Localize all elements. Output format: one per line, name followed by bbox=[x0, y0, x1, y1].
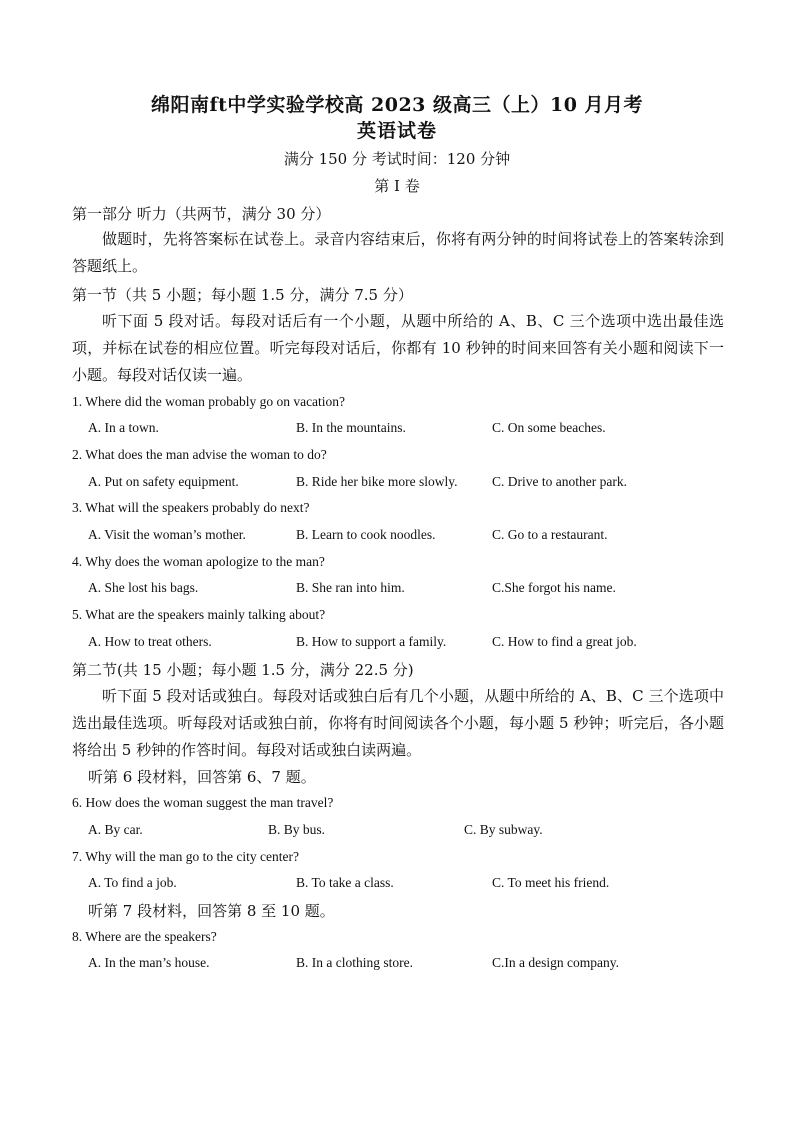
option-1a: A. In a town. bbox=[88, 420, 159, 435]
option-7b: B. To take a class. bbox=[296, 875, 394, 890]
question-4: 4. Why does the woman apologize to the man? bbox=[72, 554, 325, 569]
part1-instructions: 做题时，先将答案标在试卷上。录音内容结束后，你将有两分钟的时间将试卷上的答案转涂到答题纸上。 bbox=[72, 230, 724, 275]
option-3c: C. Go to a restaurant. bbox=[492, 527, 608, 542]
option-3b: B. Learn to cook noodles. bbox=[296, 527, 436, 542]
option-4b: B. She ran into him. bbox=[296, 580, 405, 595]
material-7-label: 听第 7 段材料，回答第 8 至 10 题。 bbox=[88, 902, 335, 920]
option-4a: A. She lost his bags. bbox=[88, 580, 199, 595]
exam-title: 绵阳南ft中学实验学校高 2023 级高三（上）10 月月考 bbox=[150, 94, 644, 116]
option-2b: B. Ride her bike more slowly. bbox=[296, 474, 458, 489]
option-5a: A. How to treat others. bbox=[88, 634, 212, 649]
option-8a: A. In the man’s house. bbox=[88, 955, 210, 970]
exam-info: 满分 150 分 考试时间：120 分钟 bbox=[283, 150, 511, 168]
option-6a: A. By car. bbox=[88, 822, 143, 837]
part1-heading: 第一部分 听力（共两节，满分 30 分） bbox=[72, 205, 331, 223]
option-5b: B. How to support a family. bbox=[296, 634, 447, 649]
option-7a: A. To find a job. bbox=[88, 875, 177, 890]
question-1: 1. Where did the woman probably go on vacation? bbox=[72, 394, 346, 409]
section2-instructions: 听下面 5 段对话或独白。每段对话或独白后有几个小题，从题中所给的 A、B、C 三个选项中选出最佳选项。听每段对话或独白前，你将有时间阅读各个小题，每小题 5 秒钟；听完后，各小题将给出 5 秒钟的作答时间。每段对话或独白读两遍。 bbox=[72, 687, 724, 759]
question-7: 7. Why will the man go to the city center? bbox=[72, 849, 299, 864]
option-2a: A. Put on safety equipment. bbox=[88, 474, 239, 489]
question-5: 5. What are the speakers mainly talking about? bbox=[72, 607, 326, 622]
question-2: 2. What does the man advise the woman to do? bbox=[72, 447, 327, 462]
option-6b: B. By bus. bbox=[268, 822, 326, 837]
material-6-label: 听第 6 段材料，回答第 6、7 题。 bbox=[88, 768, 316, 786]
exam-subtitle: 英语试卷 bbox=[356, 120, 437, 142]
section2-heading: 第二节(共 15 小题；每小题 1.5 分，满分 22.5 分) bbox=[72, 661, 414, 679]
option-8c: C.In a design company. bbox=[492, 955, 619, 970]
option-6c: C. By subway. bbox=[464, 822, 543, 837]
section1-heading: 第一节（共 5 小题；每小题 1.5 分，满分 7.5 分） bbox=[72, 286, 413, 304]
option-7c: C. To meet his friend. bbox=[492, 875, 610, 890]
question-8: 8. Where are the speakers? bbox=[72, 929, 217, 944]
option-1c: C. On some beaches. bbox=[492, 420, 606, 435]
option-3a: A. Visit the woman’s mother. bbox=[88, 527, 246, 542]
volume-label: 第 I 卷 bbox=[374, 177, 420, 195]
option-5c: C. How to find a great job. bbox=[492, 634, 637, 649]
option-8b: B. In a clothing store. bbox=[296, 955, 413, 970]
question-6: 6. How does the woman suggest the man travel? bbox=[72, 795, 334, 810]
option-1b: B. In the mountains. bbox=[296, 420, 406, 435]
question-3: 3. What will the speakers probably do next? bbox=[72, 500, 310, 515]
option-2c: C. Drive to another park. bbox=[492, 474, 627, 489]
option-4c: C.She forgot his name. bbox=[492, 580, 616, 595]
section1-instructions: 听下面 5 段对话。每段对话后有一个小题，从题中所给的 A、B、C 三个选项中选出最佳选项，并标在试卷的相应位置。听完每段对话后，你都有 10 秒钟的时间来回答有关小题和阅读下一小题。每段对话仅读一遍。 bbox=[72, 312, 724, 384]
